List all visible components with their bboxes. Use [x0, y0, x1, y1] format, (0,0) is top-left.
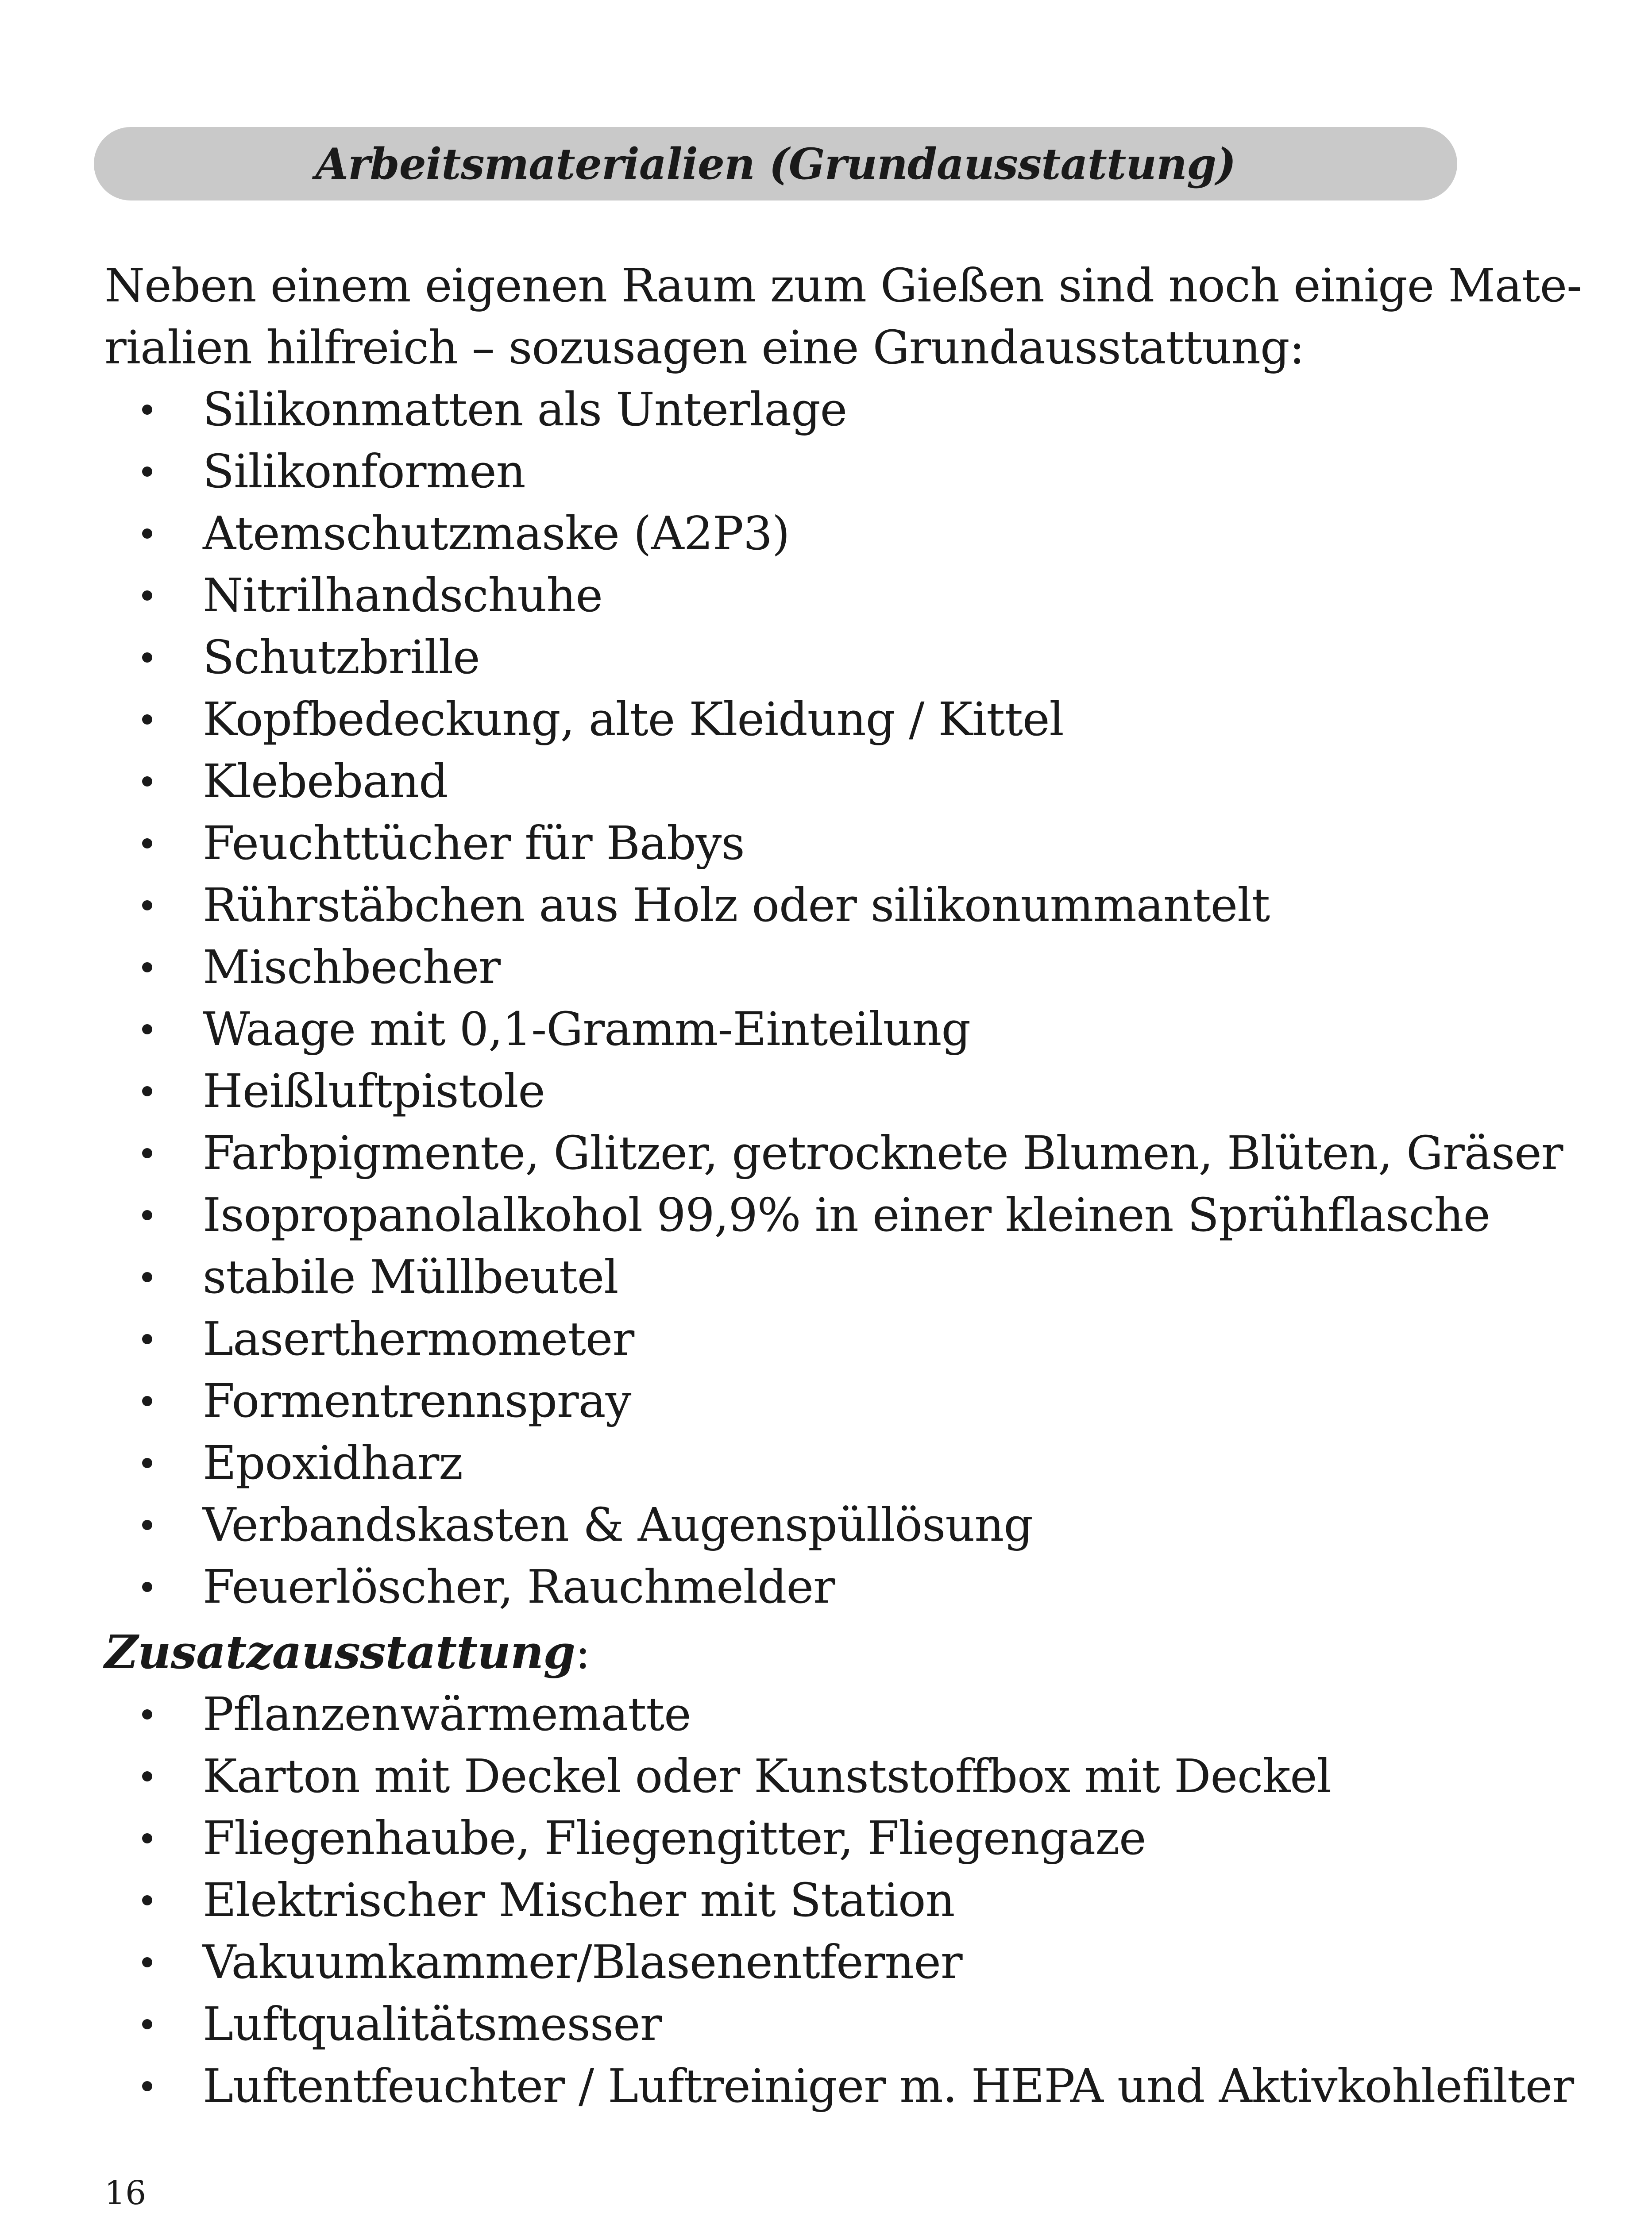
list-item-text: Verbandskasten & Augenspüllösung [203, 1498, 1033, 1552]
list-item-text: Heißluftpistole [203, 1064, 545, 1118]
bullet-icon [142, 1210, 152, 1220]
extra-equipment-list [104, 1683, 1574, 2117]
list-item-text: Elektrischer Mischer mit Station [203, 1873, 955, 1927]
list-item-text: Luftentfeuchter / Luftreiniger m. HEPA und Aktivkohlefilter [203, 2059, 1574, 2113]
list-item [104, 1122, 1563, 1184]
bullet-icon [142, 528, 152, 539]
list-item-text: Feuchttücher für Babys [203, 816, 745, 870]
list-item-text: Laserthermometer [203, 1312, 634, 1366]
bullet-icon [142, 1582, 152, 1592]
list-item [104, 812, 1521, 874]
bullet-icon [142, 590, 152, 601]
list-item [104, 1993, 1521, 2055]
list-item-text: Silikonformen [203, 444, 525, 498]
bullet-icon [142, 467, 152, 477]
list-item [104, 1931, 1521, 1993]
bullet-icon [142, 652, 152, 663]
bullet-icon [142, 2019, 152, 2029]
bullet-icon [142, 1771, 152, 1781]
list-item [104, 502, 1521, 564]
list-item [104, 1869, 1521, 1931]
bullet-icon [142, 2081, 152, 2091]
bullet-icon [142, 838, 152, 848]
list-item [104, 998, 1521, 1060]
bullet-icon [142, 1833, 152, 1843]
bullet-icon [142, 1957, 152, 1967]
list-item [104, 2055, 1574, 2117]
list-item [104, 1807, 1521, 1869]
bullet-icon [142, 405, 152, 415]
list-item [104, 936, 1521, 998]
list-item-text: stabile Müllbeutel [203, 1250, 618, 1304]
list-item-text: Vakuumkammer/Blasenentferner [203, 1935, 962, 1989]
bullet-icon [142, 1148, 152, 1158]
list-item-text: Farbpigmente, Glitzer, getrocknete Blumen, Blüten, Gräser [203, 1126, 1563, 1180]
bullet-icon [142, 1334, 152, 1344]
list-item-text: Atemschutzmaske (A2P3) [203, 506, 790, 560]
list-item-text: Epoxidharz [203, 1436, 463, 1490]
list-item [104, 378, 1521, 440]
list-item-text: Feuerlöscher, Rauchmelder [203, 1560, 835, 1614]
extra-equipment-heading [104, 1621, 590, 1683]
intro-line-1: Neben einem eigenen Raum zum Gießen sind noch einige Mate- [104, 258, 1582, 312]
list-item [104, 1432, 1521, 1494]
list-item-text: Formentrennspray [203, 1374, 631, 1428]
list-item [104, 1060, 1521, 1122]
list-item [104, 1370, 1521, 1432]
bullet-icon [142, 900, 152, 910]
list-item-text: Isopropanolalkohol 99,9% in einer kleinen Sprühflasche [203, 1188, 1490, 1242]
list-item [104, 750, 1521, 812]
bullet-icon [142, 962, 152, 972]
bullet-icon [142, 1272, 152, 1282]
bullet-icon [142, 714, 152, 725]
page-number: 16 [104, 2174, 147, 2212]
list-item [104, 1494, 1521, 1556]
list-item [104, 1745, 1521, 1807]
list-item [104, 874, 1521, 936]
list-item [104, 1683, 1521, 1745]
bullet-icon [142, 1086, 152, 1096]
bullet-icon [142, 1024, 152, 1034]
list-item [104, 1184, 1521, 1246]
bullet-icon [142, 1520, 152, 1530]
list-item-text: Schutzbrille [203, 630, 480, 684]
list-item [104, 1556, 1521, 1618]
list-item [104, 1246, 1521, 1308]
list-item-text: Nitrilhandschuhe [203, 568, 602, 622]
list-item [104, 564, 1521, 626]
section-header-bar [94, 127, 1457, 200]
extra-heading-colon: : [575, 1625, 591, 1679]
bullet-icon [142, 1458, 152, 1468]
list-item-text: Fliegenhaube, Fliegengitter, Fliegengaze [203, 1811, 1146, 1865]
list-item-text: Klebeband [203, 754, 448, 808]
list-item [104, 440, 1521, 502]
list-item-text: Luftqualitätsmesser [203, 1997, 662, 2051]
list-item-text: Waage mit 0,1-Gramm-Einteilung [203, 1002, 971, 1056]
list-item-text: Mischbecher [203, 940, 500, 994]
list-item [104, 1308, 1521, 1370]
bullet-icon [142, 1396, 152, 1406]
list-item-text: Rührstäbchen aus Holz oder silikonummantelt [203, 878, 1270, 932]
bullet-icon [142, 1709, 152, 1720]
intro-paragraph [104, 254, 1582, 378]
list-item-text: Silikonmatten als Unterlage [203, 382, 847, 436]
basic-equipment-list [104, 378, 1563, 1618]
list-item [104, 626, 1521, 688]
list-item-text: Karton mit Deckel oder Kunststoffbox mit Deckel [203, 1749, 1332, 1803]
bullet-icon [142, 776, 152, 787]
intro-line-2: rialien hilfreich – sozusagen eine Grundausstattung: [104, 320, 1305, 374]
list-item-text: Pflanzenwärmematte [203, 1687, 691, 1741]
list-item [104, 688, 1521, 750]
extra-heading-text: Zusatzausstattung [104, 1625, 575, 1679]
bullet-icon [142, 1895, 152, 1905]
section-title: Arbeitsmaterialien (Grundausstattung) [315, 139, 1236, 189]
list-item-text: Kopfbedeckung, alte Kleidung / Kittel [203, 692, 1064, 746]
